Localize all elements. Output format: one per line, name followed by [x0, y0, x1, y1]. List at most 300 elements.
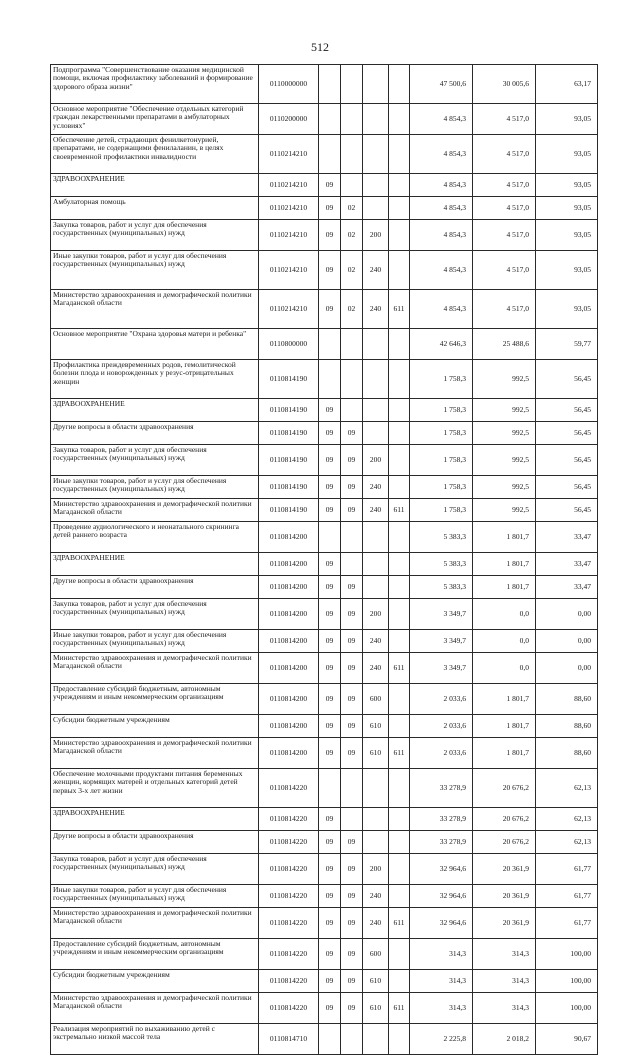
cell-plan: 5 383,3 [410, 576, 473, 599]
cell-grbs [389, 769, 410, 808]
cell-name: Закупка товаров, работ и услуг для обеспечения государственных (муниципальных) нужд [51, 445, 259, 476]
cell-fact: 992,5 [473, 360, 536, 399]
cell-name: Амбулаторная помощь [51, 197, 259, 220]
cell-plan: 1 758,3 [410, 476, 473, 499]
cell-vr: 240 [363, 476, 389, 499]
cell-plan: 32 964,6 [410, 908, 473, 939]
cell-vr [363, 360, 389, 399]
cell-percent: 56,45 [536, 360, 598, 399]
cell-vr [363, 553, 389, 576]
cell-plan: 3 349,7 [410, 653, 473, 684]
table-row [51, 104, 598, 135]
cell-grbs [389, 630, 410, 653]
cell-name: ЗДРАВООХРАНЕНИЕ [51, 553, 259, 576]
cell-vr: 240 [363, 885, 389, 908]
cell-percent: 62,13 [536, 808, 598, 831]
cell-vr [363, 769, 389, 808]
cell-percent: 63,17 [536, 65, 598, 104]
table-row [51, 715, 598, 738]
cell-vr: 240 [363, 653, 389, 684]
cell-rz: 09 [319, 553, 341, 576]
cell-percent: 93,05 [536, 174, 598, 197]
cell-plan: 4 854,3 [410, 135, 473, 174]
cell-pr: 09 [341, 738, 363, 769]
cell-percent: 56,45 [536, 445, 598, 476]
cell-pr: 09 [341, 599, 363, 630]
cell-fact: 314,3 [473, 970, 536, 993]
cell-fact: 1 801,7 [473, 738, 536, 769]
table-row [51, 599, 598, 630]
cell-plan: 2 033,6 [410, 738, 473, 769]
cell-vr [363, 522, 389, 553]
cell-rz: 09 [319, 445, 341, 476]
cell-ksr: 0110214210 [259, 135, 319, 174]
cell-ksr: 0110214210 [259, 174, 319, 197]
table-row [51, 329, 598, 360]
cell-fact: 25 488,6 [473, 329, 536, 360]
cell-grbs [389, 885, 410, 908]
cell-percent: 93,05 [536, 135, 598, 174]
cell-name: Министерство здравоохранения и демографической политики Магаданской области [51, 499, 259, 522]
cell-plan: 42 646,3 [410, 329, 473, 360]
cell-pr: 09 [341, 499, 363, 522]
cell-fact: 314,3 [473, 939, 536, 970]
cell-pr [341, 329, 363, 360]
cell-ksr: 0110814200 [259, 630, 319, 653]
cell-grbs [389, 360, 410, 399]
cell-pr [341, 174, 363, 197]
cell-rz: 09 [319, 939, 341, 970]
cell-grbs [389, 808, 410, 831]
cell-vr: 200 [363, 220, 389, 251]
cell-plan: 1 758,3 [410, 399, 473, 422]
budget-table [50, 64, 598, 1055]
cell-rz: 09 [319, 653, 341, 684]
cell-pr: 09 [341, 422, 363, 445]
table-row [51, 476, 598, 499]
cell-ksr: 0110814190 [259, 499, 319, 522]
table-row [51, 522, 598, 553]
cell-vr: 240 [363, 290, 389, 329]
table-row [51, 174, 598, 197]
cell-ksr: 0110814200 [259, 684, 319, 715]
cell-vr: 200 [363, 445, 389, 476]
cell-percent: 93,05 [536, 197, 598, 220]
cell-grbs [389, 399, 410, 422]
cell-fact: 0,0 [473, 599, 536, 630]
cell-grbs: 611 [389, 993, 410, 1024]
cell-fact: 992,5 [473, 476, 536, 499]
cell-name: Предоставление субсидий бюджетным, автономным учреждениям и иным некоммерческим организациям [51, 939, 259, 970]
cell-grbs [389, 831, 410, 854]
cell-pr: 09 [341, 476, 363, 499]
cell-plan: 33 278,9 [410, 769, 473, 808]
cell-percent: 88,60 [536, 684, 598, 715]
cell-percent: 33,47 [536, 553, 598, 576]
cell-name: Министерство здравоохранения и демографической политики Магаданской области [51, 290, 259, 329]
cell-rz [319, 329, 341, 360]
cell-pr: 09 [341, 993, 363, 1024]
cell-name: Другие вопросы в области здравоохранения [51, 422, 259, 445]
cell-name: Другие вопросы в области здравоохранения [51, 831, 259, 854]
cell-percent: 33,47 [536, 522, 598, 553]
table-row [51, 290, 598, 329]
cell-vr: 610 [363, 738, 389, 769]
cell-percent: 0,00 [536, 653, 598, 684]
cell-fact: 2 018,2 [473, 1024, 536, 1055]
cell-fact: 20 676,2 [473, 808, 536, 831]
cell-fact: 20 676,2 [473, 831, 536, 854]
cell-pr [341, 399, 363, 422]
cell-plan: 1 758,3 [410, 422, 473, 445]
cell-pr: 09 [341, 939, 363, 970]
cell-name: ЗДРАВООХРАНЕНИЕ [51, 174, 259, 197]
cell-ksr: 0110814190 [259, 476, 319, 499]
cell-rz: 09 [319, 885, 341, 908]
cell-grbs [389, 220, 410, 251]
cell-vr [363, 576, 389, 599]
cell-ksr: 0110814200 [259, 653, 319, 684]
cell-name: Иные закупки товаров, работ и услуг для обеспечения государственных (муниципальных) нужд [51, 251, 259, 290]
cell-vr: 240 [363, 499, 389, 522]
cell-grbs: 611 [389, 499, 410, 522]
cell-fact: 1 801,7 [473, 684, 536, 715]
cell-percent: 61,77 [536, 854, 598, 885]
table-row [51, 738, 598, 769]
cell-grbs [389, 65, 410, 104]
cell-pr: 09 [341, 576, 363, 599]
cell-plan: 314,3 [410, 993, 473, 1024]
cell-name: Профилактика преждевременных родов, гемолитической болезни плода и новорожденных у резус-отрицательных женщин [51, 360, 259, 399]
table-row [51, 360, 598, 399]
cell-fact: 4 517,0 [473, 135, 536, 174]
cell-vr: 200 [363, 854, 389, 885]
cell-pr: 09 [341, 445, 363, 476]
cell-fact: 1 801,7 [473, 522, 536, 553]
cell-pr: 02 [341, 251, 363, 290]
cell-ksr: 0110214210 [259, 290, 319, 329]
cell-fact: 20 361,9 [473, 908, 536, 939]
table-row [51, 769, 598, 808]
cell-ksr: 0110814220 [259, 939, 319, 970]
cell-percent: 62,13 [536, 769, 598, 808]
cell-vr [363, 329, 389, 360]
cell-percent: 62,13 [536, 831, 598, 854]
cell-fact: 4 517,0 [473, 174, 536, 197]
cell-grbs [389, 422, 410, 445]
cell-name: Закупка товаров, работ и услуг для обеспечения государственных (муниципальных) нужд [51, 599, 259, 630]
cell-fact: 0,0 [473, 630, 536, 653]
cell-fact: 4 517,0 [473, 290, 536, 329]
cell-grbs [389, 445, 410, 476]
cell-fact: 30 005,6 [473, 65, 536, 104]
cell-vr: 240 [363, 630, 389, 653]
cell-grbs [389, 576, 410, 599]
cell-rz: 09 [319, 476, 341, 499]
cell-percent: 56,45 [536, 499, 598, 522]
cell-pr [341, 1024, 363, 1055]
cell-ksr: 0110214210 [259, 220, 319, 251]
cell-name: Субсидии бюджетным учреждениям [51, 715, 259, 738]
cell-percent: 93,05 [536, 290, 598, 329]
cell-plan: 1 758,3 [410, 445, 473, 476]
cell-percent: 100,00 [536, 939, 598, 970]
cell-pr: 09 [341, 715, 363, 738]
cell-rz: 09 [319, 831, 341, 854]
cell-percent: 56,45 [536, 399, 598, 422]
cell-grbs [389, 553, 410, 576]
cell-ksr: 0110214210 [259, 251, 319, 290]
table-row [51, 808, 598, 831]
table-row [51, 831, 598, 854]
cell-name: Субсидии бюджетным учреждениям [51, 970, 259, 993]
cell-rz: 09 [319, 290, 341, 329]
cell-rz: 09 [319, 808, 341, 831]
cell-percent: 0,00 [536, 599, 598, 630]
cell-percent: 56,45 [536, 422, 598, 445]
cell-name: Министерство здравоохранения и демографической политики Магаданской области [51, 653, 259, 684]
cell-rz: 09 [319, 499, 341, 522]
cell-fact: 4 517,0 [473, 104, 536, 135]
cell-name: Основное мероприятие "Охрана здоровья матери и ребенка" [51, 329, 259, 360]
table-row [51, 854, 598, 885]
cell-percent: 100,00 [536, 970, 598, 993]
cell-rz [319, 1024, 341, 1055]
cell-ksr: 0110000000 [259, 65, 319, 104]
cell-fact: 314,3 [473, 993, 536, 1024]
cell-ksr: 0110814190 [259, 360, 319, 399]
cell-rz: 09 [319, 599, 341, 630]
table-row [51, 630, 598, 653]
cell-rz [319, 104, 341, 135]
table-row [51, 445, 598, 476]
cell-vr [363, 422, 389, 445]
cell-vr: 240 [363, 251, 389, 290]
table-row [51, 220, 598, 251]
budget-table-body [51, 65, 598, 1055]
table-row [51, 653, 598, 684]
cell-plan: 3 349,7 [410, 599, 473, 630]
cell-vr [363, 197, 389, 220]
cell-rz [319, 522, 341, 553]
cell-ksr: 0110814200 [259, 553, 319, 576]
cell-name: Реализация мероприятий по выхаживанию детей с экстремально низкой массой тела [51, 1024, 259, 1055]
table-row [51, 135, 598, 174]
table-row [51, 939, 598, 970]
cell-percent: 93,05 [536, 220, 598, 251]
cell-name: ЗДРАВООХРАНЕНИЕ [51, 808, 259, 831]
cell-pr: 09 [341, 630, 363, 653]
cell-plan: 2 033,6 [410, 684, 473, 715]
cell-name: Закупка товаров, работ и услуг для обеспечения государственных (муниципальных) нужд [51, 854, 259, 885]
cell-ksr: 0110814190 [259, 399, 319, 422]
cell-name: Другие вопросы в области здравоохранения [51, 576, 259, 599]
cell-plan: 33 278,9 [410, 808, 473, 831]
table-row [51, 970, 598, 993]
cell-fact: 992,5 [473, 445, 536, 476]
cell-grbs: 611 [389, 908, 410, 939]
cell-pr: 09 [341, 653, 363, 684]
cell-grbs: 611 [389, 653, 410, 684]
cell-name: ЗДРАВООХРАНЕНИЕ [51, 399, 259, 422]
cell-pr: 09 [341, 970, 363, 993]
cell-vr [363, 135, 389, 174]
cell-grbs [389, 970, 410, 993]
cell-pr: 09 [341, 908, 363, 939]
cell-vr [363, 808, 389, 831]
cell-ksr: 0110214210 [259, 197, 319, 220]
cell-name: Иные закупки товаров, работ и услуг для обеспечения государственных (муниципальных) нужд [51, 630, 259, 653]
cell-plan: 4 854,3 [410, 220, 473, 251]
table-row [51, 885, 598, 908]
cell-fact: 20 361,9 [473, 854, 536, 885]
cell-percent: 61,77 [536, 908, 598, 939]
cell-pr [341, 808, 363, 831]
table-row [51, 399, 598, 422]
cell-grbs [389, 251, 410, 290]
cell-plan: 32 964,6 [410, 885, 473, 908]
cell-percent: 100,00 [536, 993, 598, 1024]
table-row [51, 576, 598, 599]
cell-pr [341, 360, 363, 399]
cell-ksr: 0110814220 [259, 908, 319, 939]
cell-pr: 09 [341, 854, 363, 885]
cell-name: Подпрограмма "Совершенствование оказания медицинской помощи, включая профилактику заболеваний и формирование здорового образа жизни" [51, 65, 259, 104]
cell-plan: 1 758,3 [410, 360, 473, 399]
cell-plan: 314,3 [410, 939, 473, 970]
cell-ksr: 0110814220 [259, 808, 319, 831]
cell-rz: 09 [319, 993, 341, 1024]
cell-rz: 09 [319, 422, 341, 445]
cell-name: Министерство здравоохранения и демографической политики Магаданской области [51, 908, 259, 939]
cell-rz [319, 769, 341, 808]
cell-rz: 09 [319, 220, 341, 251]
cell-fact: 1 801,7 [473, 715, 536, 738]
cell-plan: 4 854,3 [410, 251, 473, 290]
cell-grbs [389, 1024, 410, 1055]
cell-fact: 1 801,7 [473, 576, 536, 599]
cell-ksr: 0110814220 [259, 769, 319, 808]
cell-ksr: 0110814200 [259, 599, 319, 630]
table-row [51, 553, 598, 576]
cell-name: Иные закупки товаров, работ и услуг для обеспечения государственных (муниципальных) нужд [51, 476, 259, 499]
cell-vr [363, 65, 389, 104]
cell-rz: 09 [319, 970, 341, 993]
cell-ksr: 0110814220 [259, 993, 319, 1024]
table-row [51, 65, 598, 104]
cell-plan: 4 854,3 [410, 290, 473, 329]
cell-vr [363, 104, 389, 135]
cell-percent: 93,05 [536, 251, 598, 290]
cell-fact: 4 517,0 [473, 220, 536, 251]
cell-ksr: 0110814190 [259, 422, 319, 445]
cell-rz: 09 [319, 908, 341, 939]
cell-rz: 09 [319, 684, 341, 715]
cell-fact: 992,5 [473, 499, 536, 522]
table-row [51, 499, 598, 522]
cell-pr [341, 522, 363, 553]
cell-grbs [389, 854, 410, 885]
cell-grbs [389, 599, 410, 630]
cell-plan: 5 383,3 [410, 553, 473, 576]
cell-ksr: 0110814710 [259, 1024, 319, 1055]
cell-ksr: 0110814200 [259, 715, 319, 738]
cell-grbs: 611 [389, 738, 410, 769]
cell-name: Основное мероприятие "Обеспечение отдельных категорий граждан лекарственными препаратами в амбулаторных условиях" [51, 104, 259, 135]
cell-name: Предоставление субсидий бюджетным, автономным учреждениям и иным некоммерческим организациям [51, 684, 259, 715]
cell-ksr: 0110814220 [259, 970, 319, 993]
cell-grbs [389, 197, 410, 220]
cell-rz: 09 [319, 738, 341, 769]
cell-plan: 1 758,3 [410, 499, 473, 522]
cell-vr: 600 [363, 684, 389, 715]
cell-pr: 09 [341, 684, 363, 715]
table-row [51, 908, 598, 939]
cell-pr: 09 [341, 831, 363, 854]
cell-pr [341, 104, 363, 135]
cell-vr [363, 399, 389, 422]
cell-name: Обеспечение молочными продуктами питания беременных женщин, кормящих матерей и отдельных категорий детей первых 3-х лет жизни [51, 769, 259, 808]
cell-rz: 09 [319, 399, 341, 422]
cell-grbs [389, 715, 410, 738]
cell-vr [363, 174, 389, 197]
cell-plan: 33 278,9 [410, 831, 473, 854]
cell-grbs [389, 104, 410, 135]
cell-fact: 20 676,2 [473, 769, 536, 808]
cell-percent: 88,60 [536, 738, 598, 769]
cell-percent: 90,67 [536, 1024, 598, 1055]
cell-grbs [389, 476, 410, 499]
cell-plan: 4 854,3 [410, 104, 473, 135]
cell-vr [363, 1024, 389, 1055]
cell-plan: 4 854,3 [410, 197, 473, 220]
cell-pr [341, 135, 363, 174]
cell-plan: 47 500,6 [410, 65, 473, 104]
cell-ksr: 0110814220 [259, 885, 319, 908]
cell-grbs [389, 939, 410, 970]
cell-ksr: 0110814200 [259, 522, 319, 553]
cell-ksr: 0110814200 [259, 738, 319, 769]
cell-name: Министерство здравоохранения и демографической политики Магаданской области [51, 993, 259, 1024]
cell-grbs [389, 174, 410, 197]
page-number: 512 [311, 40, 329, 54]
cell-grbs [389, 329, 410, 360]
cell-plan: 3 349,7 [410, 630, 473, 653]
cell-grbs: 611 [389, 290, 410, 329]
table-row [51, 684, 598, 715]
cell-fact: 992,5 [473, 399, 536, 422]
cell-pr: 02 [341, 197, 363, 220]
cell-vr [363, 831, 389, 854]
cell-vr: 610 [363, 970, 389, 993]
cell-rz [319, 360, 341, 399]
cell-percent: 59,77 [536, 329, 598, 360]
cell-rz: 09 [319, 251, 341, 290]
cell-percent: 88,60 [536, 715, 598, 738]
cell-rz: 09 [319, 630, 341, 653]
cell-pr: 09 [341, 885, 363, 908]
cell-ksr: 0110814220 [259, 831, 319, 854]
cell-grbs [389, 135, 410, 174]
cell-rz [319, 135, 341, 174]
cell-ksr: 0110814190 [259, 445, 319, 476]
table-row [51, 251, 598, 290]
cell-plan: 4 854,3 [410, 174, 473, 197]
cell-percent: 93,05 [536, 104, 598, 135]
cell-name: Министерство здравоохранения и демографической политики Магаданской области [51, 738, 259, 769]
cell-vr: 200 [363, 599, 389, 630]
cell-percent: 61,77 [536, 885, 598, 908]
